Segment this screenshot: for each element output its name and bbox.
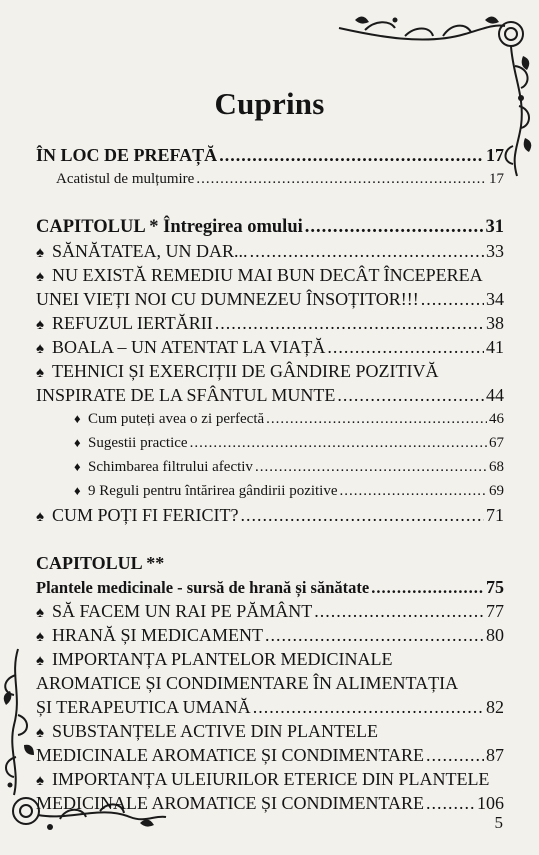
toc-entry-title: TEHNICI ȘI EXERCIȚII DE GÂNDIRE POZITIVĂ [52, 361, 439, 381]
toc-entry-page: 69 [489, 483, 504, 499]
toc-entry-title-cont: MEDICINALE AROMATICE ȘI CONDIMENTARE [36, 745, 425, 765]
toc-entry-line [36, 767, 504, 791]
toc-entry [36, 743, 504, 767]
toc-entry-title: HRANĂ ȘI MEDICAMENT [52, 625, 263, 645]
toc-entry-line [36, 719, 504, 743]
toc-entry-title: SUBSTANȚELE ACTIVE DIN PLANTELE [52, 721, 379, 741]
toc-entry-page: 34 [486, 289, 504, 309]
dot-leader [190, 431, 487, 455]
toc-entry-page: 41 [486, 337, 504, 357]
toc-entry-title-cont: ȘI TERAPEUTICA UMANĂ [36, 697, 251, 717]
dot-leader [253, 695, 484, 719]
toc-chapter-entry [36, 215, 504, 239]
toc-entry-page: 33 [486, 241, 504, 261]
toc-entry-title: Cum puteți avea o zi perfectă [88, 411, 265, 427]
toc-entry-line: AROMATICE ȘI CONDIMENTARE ÎN ALIMENTAȚIA [36, 673, 459, 693]
toc-entry-page: 31 [485, 217, 504, 237]
dot-leader [426, 791, 475, 815]
toc-entry [36, 167, 504, 191]
toc-entry [36, 311, 504, 335]
toc-chapter-heading: CAPITOLUL ** [36, 553, 165, 573]
toc-entry-page: 17 [486, 145, 504, 165]
diamond-bullet-icon: ♦ [74, 435, 81, 450]
toc-subentry [36, 455, 504, 479]
dot-leader [241, 503, 484, 527]
dot-leader [266, 407, 487, 431]
spade-bullet-icon: ♠ [36, 365, 44, 381]
toc-subentry [36, 431, 504, 455]
dot-leader [219, 143, 484, 167]
spade-bullet-icon: ♠ [36, 653, 44, 669]
spade-bullet-icon: ♠ [36, 341, 44, 357]
toc-entry-page: 68 [489, 459, 504, 475]
toc-entry-title: Plantele medicinale - sursă de hrană și sănătate [36, 578, 370, 597]
toc-entry-page: 67 [489, 435, 504, 451]
dot-leader [371, 576, 484, 600]
toc-subentry [36, 407, 504, 431]
toc-entry [36, 287, 504, 311]
toc-chapter-entry [36, 575, 504, 599]
diamond-bullet-icon: ♦ [74, 459, 81, 474]
page-title: Cuprins [214, 86, 325, 121]
toc-entry-title-cont: UNEI VIEȚI NOI CU DUMNEZEU ÎNSOȚITOR!!! [36, 289, 419, 309]
toc-entry-title: NU EXISTĂ REMEDIU MAI BUN DECÂT ÎNCEPEREA [52, 265, 483, 285]
spade-bullet-icon: ♠ [36, 773, 44, 789]
diamond-bullet-icon: ♦ [74, 411, 81, 426]
dot-leader [265, 623, 484, 647]
toc-entry-page: 77 [486, 601, 504, 621]
page-number: 5 [494, 813, 503, 832]
toc-entry [36, 695, 504, 719]
table-of-contents [36, 143, 504, 815]
spade-bullet-icon: ♠ [36, 725, 44, 741]
toc-entry-title: Schimbarea filtrului afectiv [88, 459, 253, 475]
dot-leader [215, 311, 484, 335]
dot-leader [421, 287, 484, 311]
spade-bullet-icon: ♠ [36, 245, 44, 261]
toc-entry [36, 503, 504, 527]
toc-entry [36, 383, 504, 407]
dot-leader [314, 599, 484, 623]
toc-entry-title: CUM POȚI FI FERICIT? [52, 505, 239, 525]
toc-entry-title-cont: MEDICINALE AROMATICE ȘI CONDIMENTARE [36, 793, 425, 813]
dot-leader [340, 479, 487, 503]
toc-entry [36, 143, 504, 167]
toc-entry-page: 71 [486, 505, 504, 525]
toc-entry-page: 82 [486, 697, 504, 717]
spade-bullet-icon: ♠ [36, 269, 44, 285]
toc-entry-title: REFUZUL IERTĂRII [52, 313, 213, 333]
toc-entry-title: IMPORTANȚA ULEIURILOR ETERICE DIN PLANTELE [52, 769, 490, 789]
spade-bullet-icon: ♠ [36, 629, 44, 645]
dot-leader [426, 743, 484, 767]
dot-leader [196, 167, 487, 191]
toc-entry-title-cont: INSPIRATE DE LA SFÂNTUL MUNTE [36, 385, 336, 405]
toc-entry-page: 75 [486, 577, 504, 597]
toc-entry-title: ÎN LOC DE PREFAȚĂ [36, 145, 218, 165]
spade-bullet-icon: ♠ [36, 317, 44, 333]
toc-entry [36, 623, 504, 647]
toc-entry-page: 44 [486, 385, 504, 405]
toc-entry-line [36, 359, 504, 383]
toc-entry-title: Acatistul de mulțumire [56, 171, 195, 187]
toc-entry-page: 46 [489, 411, 504, 427]
spade-bullet-icon: ♠ [36, 509, 44, 525]
toc-entry-title: IMPORTANȚA PLANTELOR MEDICINALE [52, 649, 393, 669]
toc-subentry [36, 479, 504, 503]
toc-entry-line [36, 263, 504, 287]
toc-entry-page: 106 [477, 793, 504, 813]
toc-entry-page: 87 [486, 745, 504, 765]
dot-leader [337, 383, 484, 407]
toc-entry-page: 17 [489, 171, 504, 187]
toc-entry [36, 335, 504, 359]
dot-leader [327, 335, 484, 359]
dot-leader [250, 239, 484, 263]
toc-entry-title: SĂ FACEM UN RAI PE PĂMÂNT [52, 601, 313, 621]
toc-entry-page: 80 [486, 625, 504, 645]
toc-entry-title: CAPITOLUL * Întregirea omului [36, 217, 303, 237]
toc-entry [36, 239, 504, 263]
diamond-bullet-icon: ♦ [74, 483, 81, 498]
toc-entry-title: Sugestii practice [88, 435, 188, 451]
spade-bullet-icon: ♠ [36, 605, 44, 621]
toc-entry-title: 9 Reguli pentru întărirea gândirii pozitive [88, 483, 338, 499]
dot-leader [255, 455, 487, 479]
toc-entry-title: SĂNĂTATEA, UN DAR... [52, 241, 248, 261]
toc-entry-title: BOALA – UN ATENTAT LA VIAȚĂ [52, 337, 326, 357]
dot-leader [305, 215, 484, 239]
toc-entry-line [36, 647, 504, 671]
toc-entry [36, 791, 504, 815]
toc-entry [36, 599, 504, 623]
toc-entry-page: 38 [486, 313, 504, 333]
